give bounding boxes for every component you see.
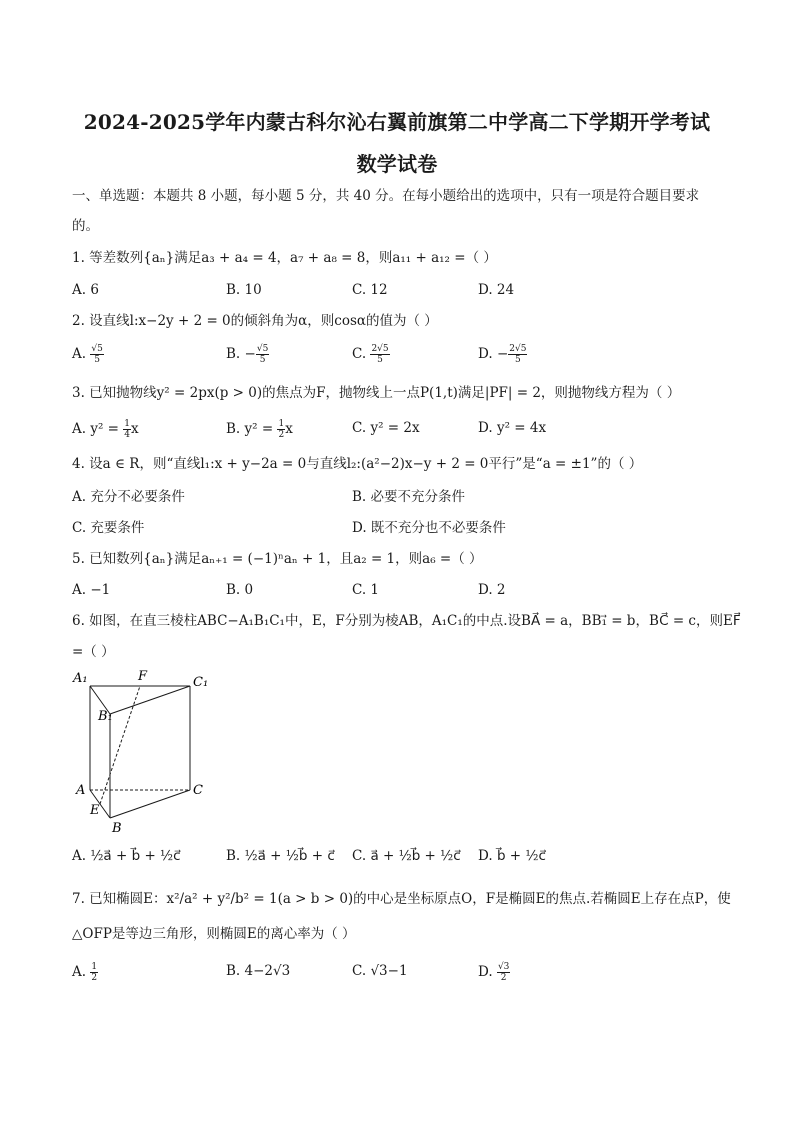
fraction-denominator: 2 (91, 973, 98, 983)
q2-option-c (352, 344, 390, 365)
q4-stem: 4. 设a ∈ R，则“直线l₁:x + y−2a = 0与直线l₂:(a²−2)x−y + 2 = 0平行”是“a = ±1”的（ ） (72, 456, 643, 472)
fraction-numerator: 1 (278, 419, 285, 429)
q7-option-a (72, 962, 98, 983)
fraction-denominator: 2 (278, 430, 285, 440)
q6-stem-line1: 6. 如图，在直三棱柱ABC−A₁B₁C₁中，E，F分别为棱AB，A₁C₁的中点.设BA⃗ = a，BB₁⃗ = b，BC⃗ = c，则EF⃗ (72, 613, 741, 629)
q5-option-d: D. 2 (478, 582, 506, 598)
q2-stem: 2. 设直线l:x−2y + 2 = 0的倾斜角为α，则cosα的值为（ ） (72, 313, 438, 329)
q3-option-b (226, 419, 293, 440)
q6-option-d (478, 847, 546, 865)
q1-option-b: B. 10 (226, 282, 262, 298)
q7-option-c-text: √3−1 (370, 963, 408, 979)
q2-option-d-letter: D. (478, 346, 493, 362)
q2-option-a (72, 344, 104, 365)
section-instructions-line2: 的。 (72, 218, 99, 234)
q2-option-d-fraction (508, 344, 527, 365)
label-b: B (112, 821, 122, 836)
q6-option-d-letter: D. (478, 848, 493, 864)
q1-option-a: A. 6 (72, 282, 99, 298)
q5-option-a: A. −1 (72, 582, 111, 598)
fraction-numerator: √3 (497, 962, 510, 972)
q6-option-a (72, 847, 181, 865)
q5-option-b: B. 0 (226, 582, 254, 598)
q2-option-b (226, 344, 269, 365)
fraction-denominator: 5 (259, 355, 266, 365)
segment-ef (100, 686, 140, 804)
exam-title-line1: 2024-2025学年内蒙古科尔沁右翼前旗第二中学高二下学期开学考试 (83, 110, 711, 134)
q3-option-b-post: x (285, 421, 293, 437)
fraction-denominator: 2 (500, 973, 507, 983)
q3-stem: 3. 已知抛物线y² = 2px(p > 0)的焦点为F，抛物线上一点P(1,t)满足|PF| = 2，则抛物线方程为（ ） (72, 385, 681, 401)
q7-option-d-letter: D. (478, 964, 493, 980)
q4-option-c: C. 充要条件 (72, 520, 145, 536)
q7-stem-line1: 7. 已知椭圆E：x²/a² + y²/b² = 1(a > b > 0)的中心是坐标原点O，F是椭圆E的焦点.若椭圆E上存在点P，使 (72, 891, 731, 907)
q7-option-a-letter: A. (72, 964, 87, 980)
q3-option-d (478, 419, 546, 437)
q3-option-a-fraction (123, 419, 131, 440)
q5-stem: 5. 已知数列{aₙ}满足aₙ₊₁ = (−1)ⁿaₙ + 1，且a₂ = 1，则a₆ =（ ） (72, 551, 483, 567)
q6-option-b-letter: B. (226, 848, 241, 864)
q2-option-c-fraction (370, 344, 389, 365)
fraction-numerator: 1 (91, 962, 98, 972)
q6-option-d-text: b⃗ + ½c⃗ (496, 848, 546, 864)
q7-option-b-text: 4−2√3 (244, 963, 291, 979)
q2-option-c-letter: C. (352, 346, 367, 362)
q4-option-b: B. 必要不充分条件 (352, 489, 466, 505)
q3-option-d-pre: y² = 4x (496, 420, 547, 436)
fraction-denominator: 5 (514, 355, 521, 365)
fraction-numerator: √5 (91, 344, 103, 354)
q7-option-d-fraction (497, 962, 510, 983)
q7-option-c-letter: C. (352, 963, 367, 979)
q3-option-a-pre: y² = (90, 421, 119, 437)
q6-option-b (226, 847, 335, 865)
q1-option-d: D. 24 (478, 282, 515, 298)
q5-option-c: C. 1 (352, 582, 380, 598)
q6-option-b-text: ½a⃗ + ½b⃗ + c⃗ (244, 848, 335, 864)
label-b1: B₁ (98, 709, 113, 724)
q7-option-d (478, 962, 510, 983)
label-c: C (193, 783, 203, 798)
q3-option-a-post: x (131, 421, 139, 437)
edge-bc (110, 790, 190, 818)
q2-option-b-letter: B. (226, 346, 241, 362)
q4-option-a: A. 充分不必要条件 (72, 489, 185, 505)
q3-option-c-pre: y² = 2x (370, 420, 420, 436)
fraction-denominator: 4 (124, 430, 131, 440)
fraction-numerator: 1 (124, 419, 131, 429)
q7-option-a-fraction (90, 962, 98, 983)
q3-option-c-letter: C. (352, 420, 367, 436)
q6-option-a-text: ½a⃗ + b⃗ + ½c⃗ (90, 848, 181, 864)
q6-option-a-letter: A. (72, 848, 87, 864)
fraction-denominator: 5 (94, 355, 100, 365)
fraction-numerator: 2√5 (371, 344, 389, 354)
fraction-numerator: 2√5 (509, 344, 527, 354)
q6-stem-line2: =（ ） (72, 644, 115, 660)
fraction-denominator: 5 (377, 355, 383, 365)
q3-option-a-letter: A. (72, 421, 87, 437)
label-a: A (76, 783, 86, 798)
edge-b1c1 (110, 686, 190, 714)
q3-option-b-pre: y² = (244, 421, 274, 437)
q3-option-b-letter: B. (226, 421, 241, 437)
q2-option-d (478, 344, 527, 365)
q2-option-d-sign: − (496, 346, 509, 362)
prism-figure (72, 668, 222, 838)
q7-option-b (226, 962, 290, 980)
q7-option-c (352, 962, 408, 980)
q7-stem-line2: △OFP是等边三角形，则椭圆E的离心率为（ ） (72, 926, 356, 942)
exam-title-line2: 数学试卷 (356, 152, 438, 176)
q3-option-c (352, 419, 420, 437)
q3-option-a (72, 419, 139, 440)
q1-option-c: C. 12 (352, 282, 388, 298)
label-e: E (90, 803, 100, 818)
q2-option-b-sign: − (244, 346, 256, 362)
q6-option-c-letter: C. (352, 848, 367, 864)
fraction-numerator: √5 (256, 344, 269, 354)
q6-option-c (352, 847, 461, 865)
q3-option-d-letter: D. (478, 420, 493, 436)
label-f: F (138, 669, 148, 684)
section-instructions-line1: 一、单选题：本题共 8 小题，每小题 5 分，共 40 分。在每小题给出的选项中，只有一项是符合题目要求 (72, 188, 700, 204)
q2-option-a-fraction (90, 344, 103, 365)
label-a1: A₁ (73, 671, 88, 686)
label-c1: C₁ (193, 675, 209, 690)
q6-option-c-text: a⃗ + ½b⃗ + ½c⃗ (370, 848, 461, 864)
q4-option-d: D. 既不充分也不必要条件 (352, 520, 506, 536)
q2-option-b-fraction (256, 344, 269, 365)
q1-stem: 1. 等差数列{aₙ}满足a₃ + a₄ = 4，a₇ + a₈ = 8，则a₁₁ + a₁₂ =（ ） (72, 250, 497, 266)
q2-option-a-letter: A. (72, 346, 87, 362)
q7-option-b-letter: B. (226, 963, 241, 979)
